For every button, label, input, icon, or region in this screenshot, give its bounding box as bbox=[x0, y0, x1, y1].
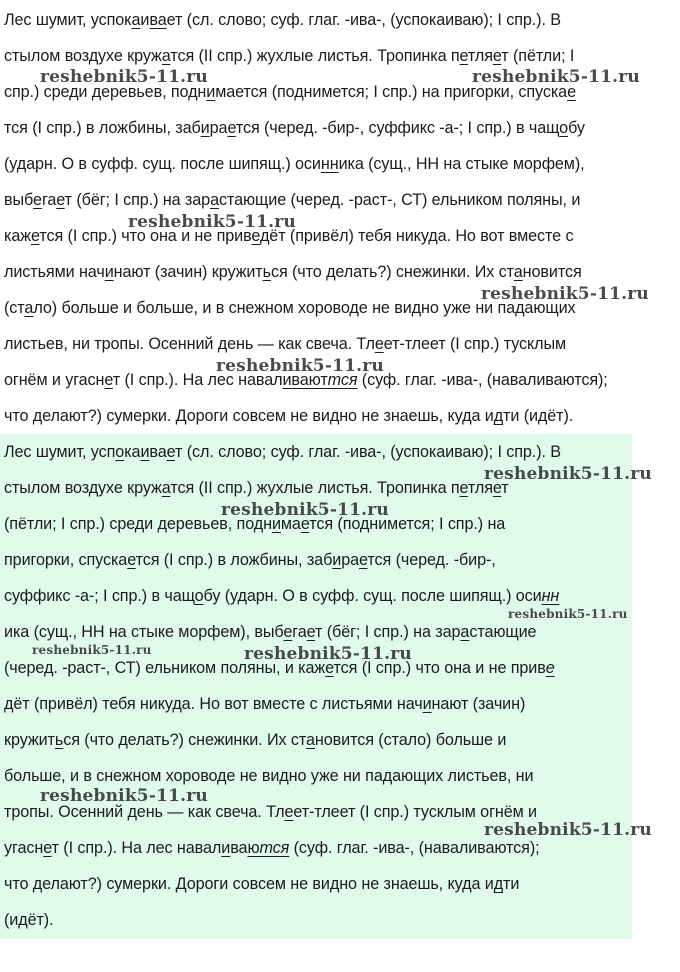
highlighted-letter: е bbox=[30, 227, 40, 245]
text-run: Лес шумит, успок bbox=[4, 11, 132, 29]
highlighted-letter: е bbox=[56, 191, 65, 209]
text-run: га bbox=[292, 623, 307, 641]
watermark: reshebnik5-11.ru bbox=[40, 67, 208, 87]
text-run: тся (I спр.) что она и не прив bbox=[333, 659, 546, 677]
highlighted-letter: е bbox=[251, 227, 260, 245]
text-run: т (сл. слово; суф. глаг. -ива-, (успокаиваю); I спр.). В bbox=[175, 443, 561, 461]
text-run: т (пётли; I bbox=[501, 47, 575, 65]
text-run: нают (зачин) кружит bbox=[113, 263, 263, 281]
text-run: ка bbox=[124, 443, 141, 461]
text-run: стылом воздухе круж bbox=[4, 479, 162, 497]
text-run: (суф. глаг. -ива-, (наваливаются); bbox=[289, 839, 540, 857]
text-run: тся (черед. -бир-, bbox=[367, 551, 496, 569]
highlighted-letter: е bbox=[283, 623, 293, 641]
highlighted-letter: а bbox=[460, 623, 470, 641]
text-run: тся (I спр.) в ложбины, заб bbox=[135, 551, 333, 569]
text-run: тля bbox=[467, 479, 493, 497]
text-run: тля bbox=[467, 47, 493, 65]
text-run: ет-тлеет (I спр.) тусклым огнём и bbox=[293, 803, 537, 821]
text-run: мается (поднимется; I спр.) на пригорки, спуска bbox=[215, 83, 568, 101]
text-run: выб bbox=[4, 191, 34, 209]
text-run: (ст bbox=[4, 299, 25, 317]
text-run: тся (черед. -бир-, суффикс -а-; I спр.) в чащ bbox=[235, 119, 560, 137]
highlighted-letter: а bbox=[24, 299, 34, 317]
text-run: угасн bbox=[4, 839, 44, 857]
text-run: кружит bbox=[4, 731, 55, 749]
highlighted-letter: и bbox=[221, 839, 231, 857]
watermark: reshebnik5-11.ru bbox=[244, 644, 412, 664]
text-run: ра bbox=[209, 119, 228, 137]
highlighted-letter: и bbox=[140, 443, 150, 461]
text-run: ика (сущ., НН на стыке морфем), выб bbox=[4, 623, 284, 641]
text-run: тся (поднимется; I спр.) на bbox=[309, 515, 506, 533]
text-run: га bbox=[41, 191, 57, 209]
highlighted-letter: д bbox=[493, 407, 504, 425]
text-run: Лес шумит, усп bbox=[4, 443, 116, 461]
text-run: т bbox=[501, 479, 509, 497]
highlighted-letter: е bbox=[359, 551, 368, 569]
highlighted-letter: и bbox=[422, 695, 432, 713]
text-line bbox=[4, 909, 53, 931]
text-run: тся (I спр.) что она и не прив bbox=[39, 227, 252, 245]
highlighted-letter: и bbox=[282, 371, 292, 389]
text-run: новится bbox=[522, 263, 582, 281]
highlighted-letter: и bbox=[200, 119, 210, 137]
text-run: дёт (привёл) тебя никуда. Но вот вместе с листьями нач bbox=[4, 695, 423, 713]
text-run: ва bbox=[149, 443, 167, 461]
text-run: ти bbox=[503, 875, 520, 893]
text-run: (идёт). bbox=[4, 911, 54, 929]
highlighted-letter: и bbox=[332, 551, 342, 569]
text-run: ика (сущ., НН на стыке морфем), bbox=[338, 155, 585, 173]
highlighted-letter: нн bbox=[320, 155, 339, 173]
watermark: reshebnik5-11.ru bbox=[32, 643, 152, 657]
highlighted-letter: и bbox=[104, 263, 114, 281]
text-run: ма bbox=[280, 515, 301, 533]
watermark: reshebnik5-11.ru bbox=[40, 786, 208, 806]
text-run: тся (I спр.) в ложбины, заб bbox=[4, 119, 201, 137]
text-line bbox=[4, 693, 525, 715]
watermark: reshebnik5-11.ru bbox=[472, 67, 640, 87]
text-run: ся (что делать?) снежинки. Их ст bbox=[63, 731, 307, 749]
text-run: ло) больше и больше, и в снежном хороводе не видно уже ни падающих bbox=[33, 299, 576, 317]
highlighted-letter: е bbox=[374, 335, 384, 353]
highlighted-letter: а bbox=[161, 479, 171, 497]
text-line bbox=[4, 333, 566, 355]
highlighted-letter: а bbox=[131, 11, 141, 29]
text-run: стающие bbox=[469, 623, 537, 641]
highlighted-letter: е bbox=[567, 83, 576, 101]
text-run: (черед. -раст-, СТ) ельником поляны, и каж bbox=[4, 659, 326, 677]
highlighted-letter: е bbox=[492, 47, 502, 65]
highlighted-letter: и bbox=[206, 83, 216, 101]
text-run: каж bbox=[4, 227, 31, 245]
text-run: т (бёг; I спр.) на зар bbox=[315, 623, 461, 641]
watermark: reshebnik5-11.ru bbox=[484, 464, 652, 484]
highlighted-letter: ь bbox=[262, 263, 271, 281]
text-run: что делают?) сумерки. Дороги совсем не видно не знаешь, куда и bbox=[4, 407, 494, 425]
text-run: стающие (черед. -раст-, СТ) ельником поляны, и bbox=[218, 191, 581, 209]
text-line bbox=[4, 261, 582, 283]
highlighted-letter: е bbox=[459, 47, 468, 65]
watermark: reshebnik5-11.ru bbox=[216, 356, 384, 376]
text-line bbox=[4, 9, 561, 31]
text-run: что делают?) сумерки. Дороги совсем не видно не знаешь, куда и bbox=[4, 875, 494, 893]
text-line bbox=[4, 477, 509, 499]
text-run: листьями нач bbox=[4, 263, 105, 281]
text-line bbox=[4, 45, 574, 67]
highlighted-letter: е bbox=[127, 551, 136, 569]
text-run: стылом воздухе круж bbox=[4, 47, 162, 65]
text-line bbox=[4, 117, 585, 139]
text-run: новится (стало) больше и bbox=[314, 731, 507, 749]
text-run: дёт (привёл) тебя никуда. Но вот вместе с bbox=[259, 227, 574, 245]
text-run: ти (идёт). bbox=[503, 407, 574, 425]
text-line bbox=[4, 585, 559, 607]
highlighted-letter: ь bbox=[54, 731, 64, 749]
watermark: reshebnik5-11.ru bbox=[128, 212, 296, 232]
text-line bbox=[4, 405, 573, 427]
text-run: т (I спр.). На лес навал bbox=[51, 839, 222, 857]
text-run: (суф. глаг. -ива-, (наваливаются); bbox=[357, 371, 608, 389]
highlighted-letter: вают bbox=[291, 371, 328, 389]
highlighted-letter: тся bbox=[259, 839, 290, 857]
text-run: и bbox=[140, 11, 150, 29]
watermark: reshebnik5-11.ru bbox=[484, 820, 652, 840]
text-run: больше, и в снежном хороводе не видно уже ни падающих листьев, ни bbox=[4, 767, 534, 785]
text-run: (ударн. О в суфф. сущ. после шипящ.) оси bbox=[4, 155, 321, 173]
text-run: суффикс -а-; I спр.) в чащ bbox=[4, 587, 195, 605]
highlighted-letter: е bbox=[43, 839, 52, 857]
text-run: т (бёг; I спр.) на зар bbox=[64, 191, 211, 209]
text-run: тся (II спр.) жухлые листья. Тропинка п bbox=[170, 47, 460, 65]
highlighted-letter: д bbox=[493, 875, 504, 893]
highlighted-letter: а bbox=[161, 47, 171, 65]
highlighted-letter: а bbox=[210, 191, 219, 209]
highlighted-letter: о bbox=[194, 587, 204, 605]
highlighted-letter: е bbox=[545, 659, 555, 677]
text-line bbox=[4, 153, 585, 175]
highlighted-letter: о bbox=[115, 443, 125, 461]
highlighted-letter: нн bbox=[541, 587, 560, 605]
highlighted-letter: е bbox=[325, 659, 334, 677]
text-line bbox=[4, 549, 496, 571]
text-run: тропы. Осенний день — как свеча. Тл bbox=[4, 803, 285, 821]
highlighted-letter: е bbox=[459, 479, 468, 497]
highlighted-letter: е bbox=[33, 191, 42, 209]
text-run: огнём и угасн bbox=[4, 371, 105, 389]
text-run: бу bbox=[568, 119, 585, 137]
text-run: т (I спр.). На лес навал bbox=[112, 371, 283, 389]
highlighted-letter: ва bbox=[149, 11, 167, 29]
text-run: спр.) среди деревьев, подн bbox=[4, 83, 207, 101]
highlighted-letter: е bbox=[492, 479, 502, 497]
highlighted-letter: е bbox=[300, 515, 310, 533]
text-run: ва bbox=[230, 839, 248, 857]
text-line bbox=[4, 765, 533, 787]
watermark: reshebnik5-11.ru bbox=[481, 284, 649, 304]
highlighted-letter: е bbox=[104, 371, 113, 389]
text-run: бу (ударн. О в суфф. сущ. после шипящ.) оси bbox=[203, 587, 542, 605]
text-run: ет-тлеет (I спр.) тусклым bbox=[383, 335, 567, 353]
text-line bbox=[4, 621, 536, 643]
text-line bbox=[4, 441, 561, 463]
highlighted-letter: е bbox=[227, 119, 236, 137]
text-run: ет (сл. слово; суф. глаг. -ива-, (успокаиваю); I спр.). В bbox=[166, 11, 561, 29]
text-run: нают (зачин) bbox=[431, 695, 526, 713]
highlighted-letter: а bbox=[306, 731, 315, 749]
text-run: пригорки, спуска bbox=[4, 551, 128, 569]
text-run: листьев, ни тропы. Осенний день — как свеча. Тл bbox=[4, 335, 375, 353]
highlighted-letter: и bbox=[271, 515, 281, 533]
text-run: ра bbox=[341, 551, 360, 569]
highlighted-letter: ю bbox=[247, 839, 260, 857]
text-run: ся (что делать?) снежинки. Их ст bbox=[270, 263, 514, 281]
highlighted-letter: о bbox=[559, 119, 569, 137]
highlighted-letter: е bbox=[306, 623, 316, 641]
text-line bbox=[4, 837, 540, 859]
text-line bbox=[4, 873, 519, 895]
text-run: тся (II спр.) жухлые листья. Тропинка п bbox=[170, 479, 460, 497]
watermark: reshebnik5-11.ru bbox=[508, 607, 628, 621]
text-line bbox=[4, 729, 506, 751]
text-run: (пётли; I спр.) среди деревьев, подн bbox=[4, 515, 272, 533]
highlighted-letter: тся bbox=[327, 371, 358, 389]
highlighted-letter: е bbox=[166, 443, 175, 461]
highlighted-letter: а bbox=[513, 263, 523, 281]
watermark: reshebnik5-11.ru bbox=[221, 500, 389, 520]
text-line bbox=[4, 189, 580, 211]
highlighted-letter: е bbox=[284, 803, 294, 821]
